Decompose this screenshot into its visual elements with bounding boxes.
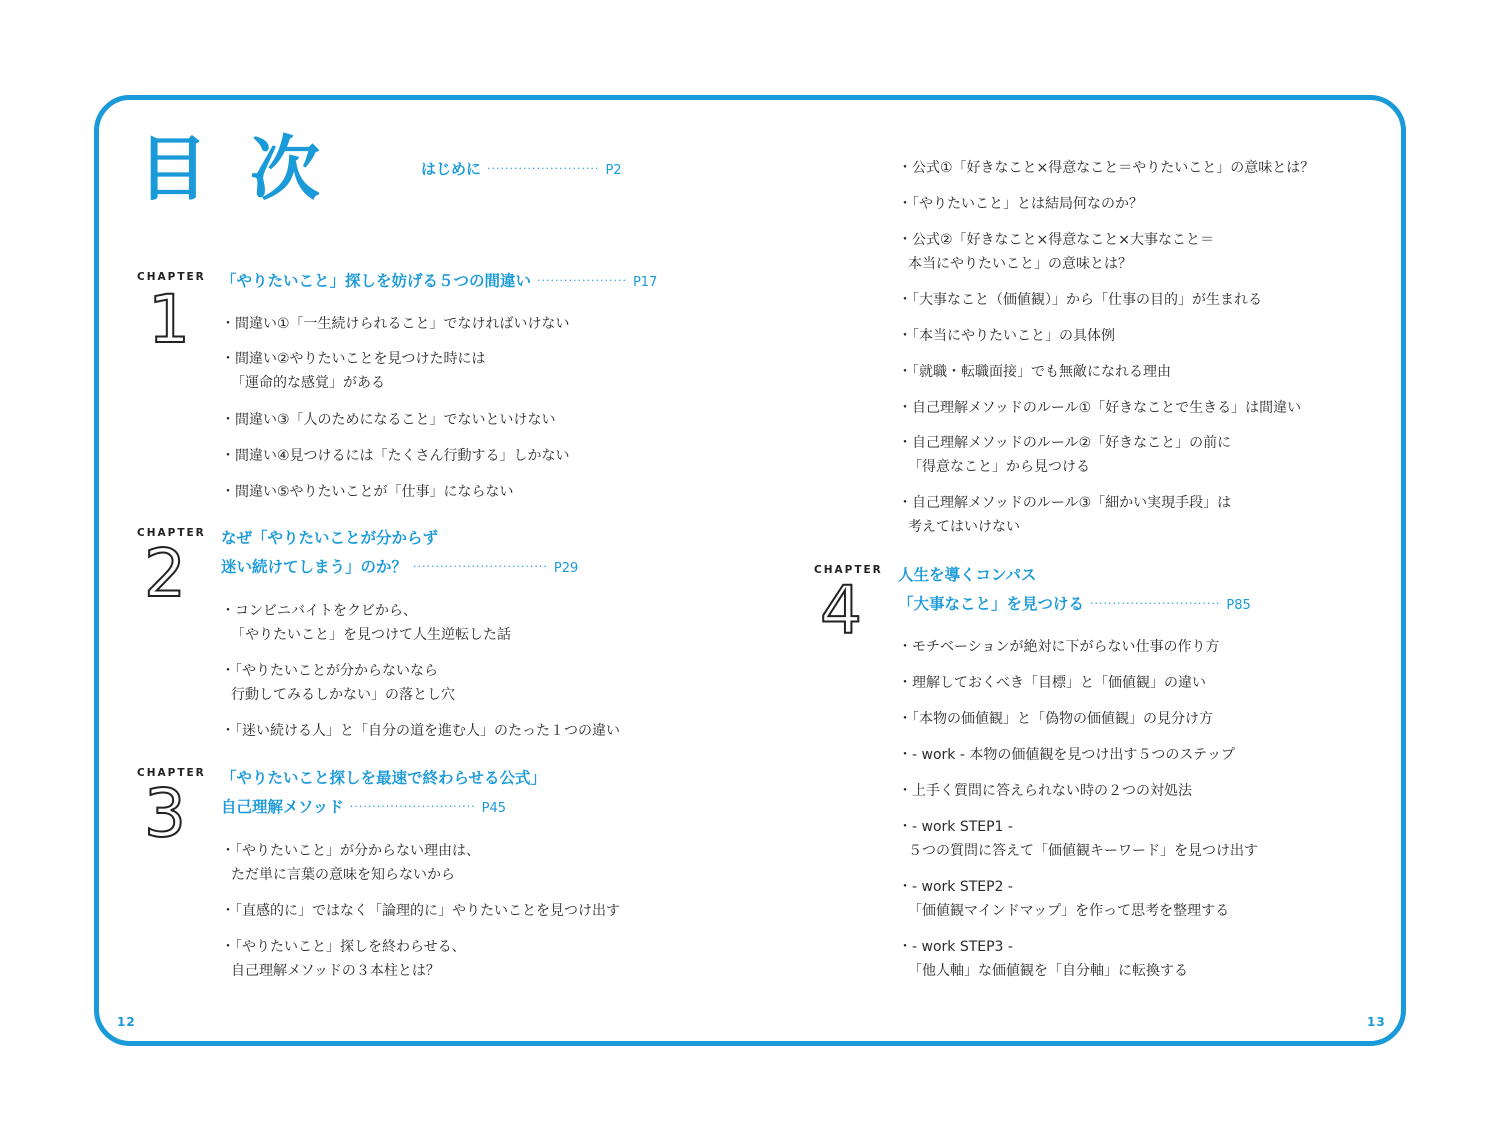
right-item-3-line-1: ・公式②「好きなこと×得意なこと×大事なこと＝ bbox=[898, 232, 1215, 248]
chapter-2-item-3[interactable]: ・「迷い続ける人」と「自分の道を進む人」のたった１つの違い bbox=[221, 723, 620, 739]
chapter-2-title-line-2: 迷い続けてしまう」のか？ bbox=[221, 557, 408, 576]
chapter-4-item-7-line-2: 「価値観マインドマップ」を作って思考を整理する bbox=[908, 903, 1230, 919]
right-item-8-line-2: 「得意なこと」から見つける bbox=[908, 459, 1090, 475]
chapter-1-item-2[interactable] bbox=[221, 347, 486, 395]
right-item-6[interactable]: ・「就職・転職面接」でも無敵になれる理由 bbox=[898, 364, 1171, 380]
chapter-3-title-line-1: 「やりたいこと探しを最速で終わらせる公式」 bbox=[221, 769, 547, 787]
chapter-3-item-3-line-1: ・「やりたいこと」探しを終わらせる、 bbox=[221, 939, 466, 955]
chapter-3-label: CHAPTER bbox=[137, 767, 206, 779]
right-item-9[interactable] bbox=[898, 491, 1231, 539]
chapter-3-item-3-line-2: 自己理解メソッドの３本柱とは？ bbox=[231, 963, 440, 979]
chapter-4-item-7-line-1: ・- work STEP2 - bbox=[898, 879, 1013, 895]
chapter-4-item-6-line-2: ５つの質問に答えて「価値観キーワード」を見つけ出す bbox=[908, 843, 1258, 859]
chapter-1-item-4[interactable]: ・間違い④見つけるには「たくさん行動する」しかない bbox=[221, 448, 570, 464]
chapter-2-title[interactable] bbox=[221, 529, 578, 576]
chapter-1-item-2-line-2: 「運命的な感覚」がある bbox=[231, 375, 385, 391]
chapter-4-title[interactable] bbox=[898, 566, 1251, 613]
chapter-2-number: 2 bbox=[144, 535, 186, 612]
chapter-4-item-1[interactable]: ・モチベーションが絶対に下がらない仕事の作り方 bbox=[898, 639, 1220, 655]
chapter-2-item-1-line-1: ・コンビニバイトをクビから、 bbox=[221, 603, 417, 619]
chapter-4-item-8[interactable] bbox=[898, 935, 1188, 983]
chapter-2-page: P29 bbox=[553, 560, 579, 576]
right-item-9-line-1: ・自己理解メソッドのルール③「細かい実現手段」は bbox=[898, 495, 1232, 511]
chapter-4-item-8-line-1: ・- work STEP3 - bbox=[898, 939, 1013, 955]
chapter-4-dots: ····························· bbox=[1090, 596, 1221, 610]
chapter-4-label: CHAPTER bbox=[814, 564, 883, 576]
right-item-3[interactable] bbox=[898, 228, 1214, 276]
chapter-2-label: CHAPTER bbox=[137, 527, 206, 539]
chapter-2-item-1-line-2: 「やりたいこと」を見つけて人生逆転した話 bbox=[231, 627, 511, 643]
chapter-2-title-line-1: なぜ「やりたいことが分からず bbox=[221, 529, 439, 547]
chapter-1-dots: ···················· bbox=[537, 274, 627, 287]
right-item-5[interactable]: ・「本当にやりたいこと」の具体例 bbox=[898, 328, 1115, 344]
right-item-2[interactable]: ・「やりたいこと」とは結局何なのか？ bbox=[898, 196, 1143, 212]
chapter-2-item-2-line-2: 行動してみるしかない」の落とし穴 bbox=[231, 687, 455, 703]
chapter-4-page: P85 bbox=[1226, 597, 1251, 613]
chapter-2-item-2[interactable] bbox=[221, 659, 455, 707]
chapter-2-item-2-line-1: ・「やりたいことが分からないなら bbox=[221, 663, 438, 679]
chapter-3-item-1-line-2: ただ単に言葉の意味を知らないから bbox=[231, 867, 455, 883]
chapter-1-item-1[interactable]: ・間違い①「一生続けられること」でなければいけない bbox=[221, 316, 570, 332]
right-item-8-line-1: ・自己理解メソッドのルール②「好きなこと」の前に bbox=[898, 435, 1232, 451]
chapter-1-title[interactable] bbox=[221, 272, 657, 291]
page-number-left: 12 bbox=[117, 1015, 136, 1029]
intro-dots: ························· bbox=[487, 162, 600, 175]
right-item-4[interactable]: ・「大事なこと（価値観）」から「仕事の目的」が生まれる bbox=[898, 292, 1262, 308]
chapter-1-label: CHAPTER bbox=[137, 271, 206, 283]
chapter-3-title-line-2: 自己理解メソッド bbox=[221, 797, 344, 816]
right-item-7[interactable]: ・自己理解メソッドのルール①「好きなことで生きる」は間違い bbox=[898, 400, 1302, 416]
chapter-4-item-3[interactable]: ・「本物の価値観」と「偽物の価値観」の見分け方 bbox=[898, 711, 1213, 727]
chapter-4-item-6[interactable] bbox=[898, 815, 1258, 863]
chapter-1-item-5[interactable]: ・間違い⑤やりたいことが「仕事」にならない bbox=[221, 484, 514, 500]
chapter-4-item-4[interactable]: ・- work - 本物の価値観を見つけ出す５つのステップ bbox=[898, 747, 1236, 763]
chapter-2-dots: ······························ bbox=[413, 559, 548, 573]
chapter-1-page: P17 bbox=[632, 275, 658, 290]
chapter-3-item-1[interactable] bbox=[221, 839, 480, 887]
chapter-3-item-1-line-1: ・「やりたいこと」が分からない理由は、 bbox=[221, 843, 480, 859]
chapter-3-item-3[interactable] bbox=[221, 935, 466, 983]
chapter-4-title-line-2: 「大事なこと」を見つける bbox=[898, 594, 1085, 613]
chapter-3-item-2[interactable]: ・「直感的に」ではなく「論理的に」やりたいことを見つけ出す bbox=[221, 903, 620, 919]
chapter-4-title-line-1: 人生を導くコンパス bbox=[898, 566, 1037, 584]
right-item-8[interactable] bbox=[898, 431, 1231, 479]
chapter-4-item-7[interactable] bbox=[898, 875, 1229, 923]
title-char-1: 目 bbox=[138, 128, 208, 210]
chapter-1-item-2-line-1: ・間違い②やりたいことを見つけた時には bbox=[221, 351, 486, 367]
chapter-3-title[interactable] bbox=[221, 769, 546, 816]
chapter-1-title-line-1: 「やりたいこと」探しを妨げる５つの間違い bbox=[221, 272, 532, 290]
chapter-4-item-2[interactable]: ・理解しておくべき「目標」と「価値観」の違い bbox=[898, 675, 1206, 691]
intro-label: はじめに bbox=[421, 160, 482, 178]
chapter-4-item-5[interactable]: ・上手く質問に答えられない時の２つの対処法 bbox=[898, 783, 1192, 799]
intro-entry[interactable] bbox=[421, 158, 622, 179]
chapter-4-item-8-line-2: 「他人軸」な価値観を「自分軸」に転換する bbox=[908, 963, 1188, 979]
right-item-3-line-2: 本当にやりたいこと」の意味とは？ bbox=[908, 256, 1132, 272]
chapter-4-number: 4 bbox=[820, 572, 862, 649]
intro-page: P2 bbox=[605, 163, 622, 178]
title-char-2: 次 bbox=[250, 128, 320, 210]
chapter-3-number: 3 bbox=[144, 775, 186, 852]
chapter-1-number: 1 bbox=[148, 281, 190, 358]
chapter-3-page: P45 bbox=[481, 800, 507, 816]
chapter-1-item-3[interactable]: ・間違い③「人のためになること」でないといけない bbox=[221, 412, 556, 428]
chapter-2-item-1[interactable] bbox=[221, 599, 511, 647]
right-item-9-line-2: 考えてはいけない bbox=[908, 519, 1020, 535]
chapter-3-dots: ···························· bbox=[349, 799, 476, 813]
page-number-right: 13 bbox=[1367, 1015, 1386, 1029]
chapter-4-item-6-line-1: ・- work STEP1 - bbox=[898, 819, 1013, 835]
right-item-1[interactable]: ・公式①「好きなこと×得意なこと＝やりたいこと」の意味とは？ bbox=[898, 160, 1315, 176]
